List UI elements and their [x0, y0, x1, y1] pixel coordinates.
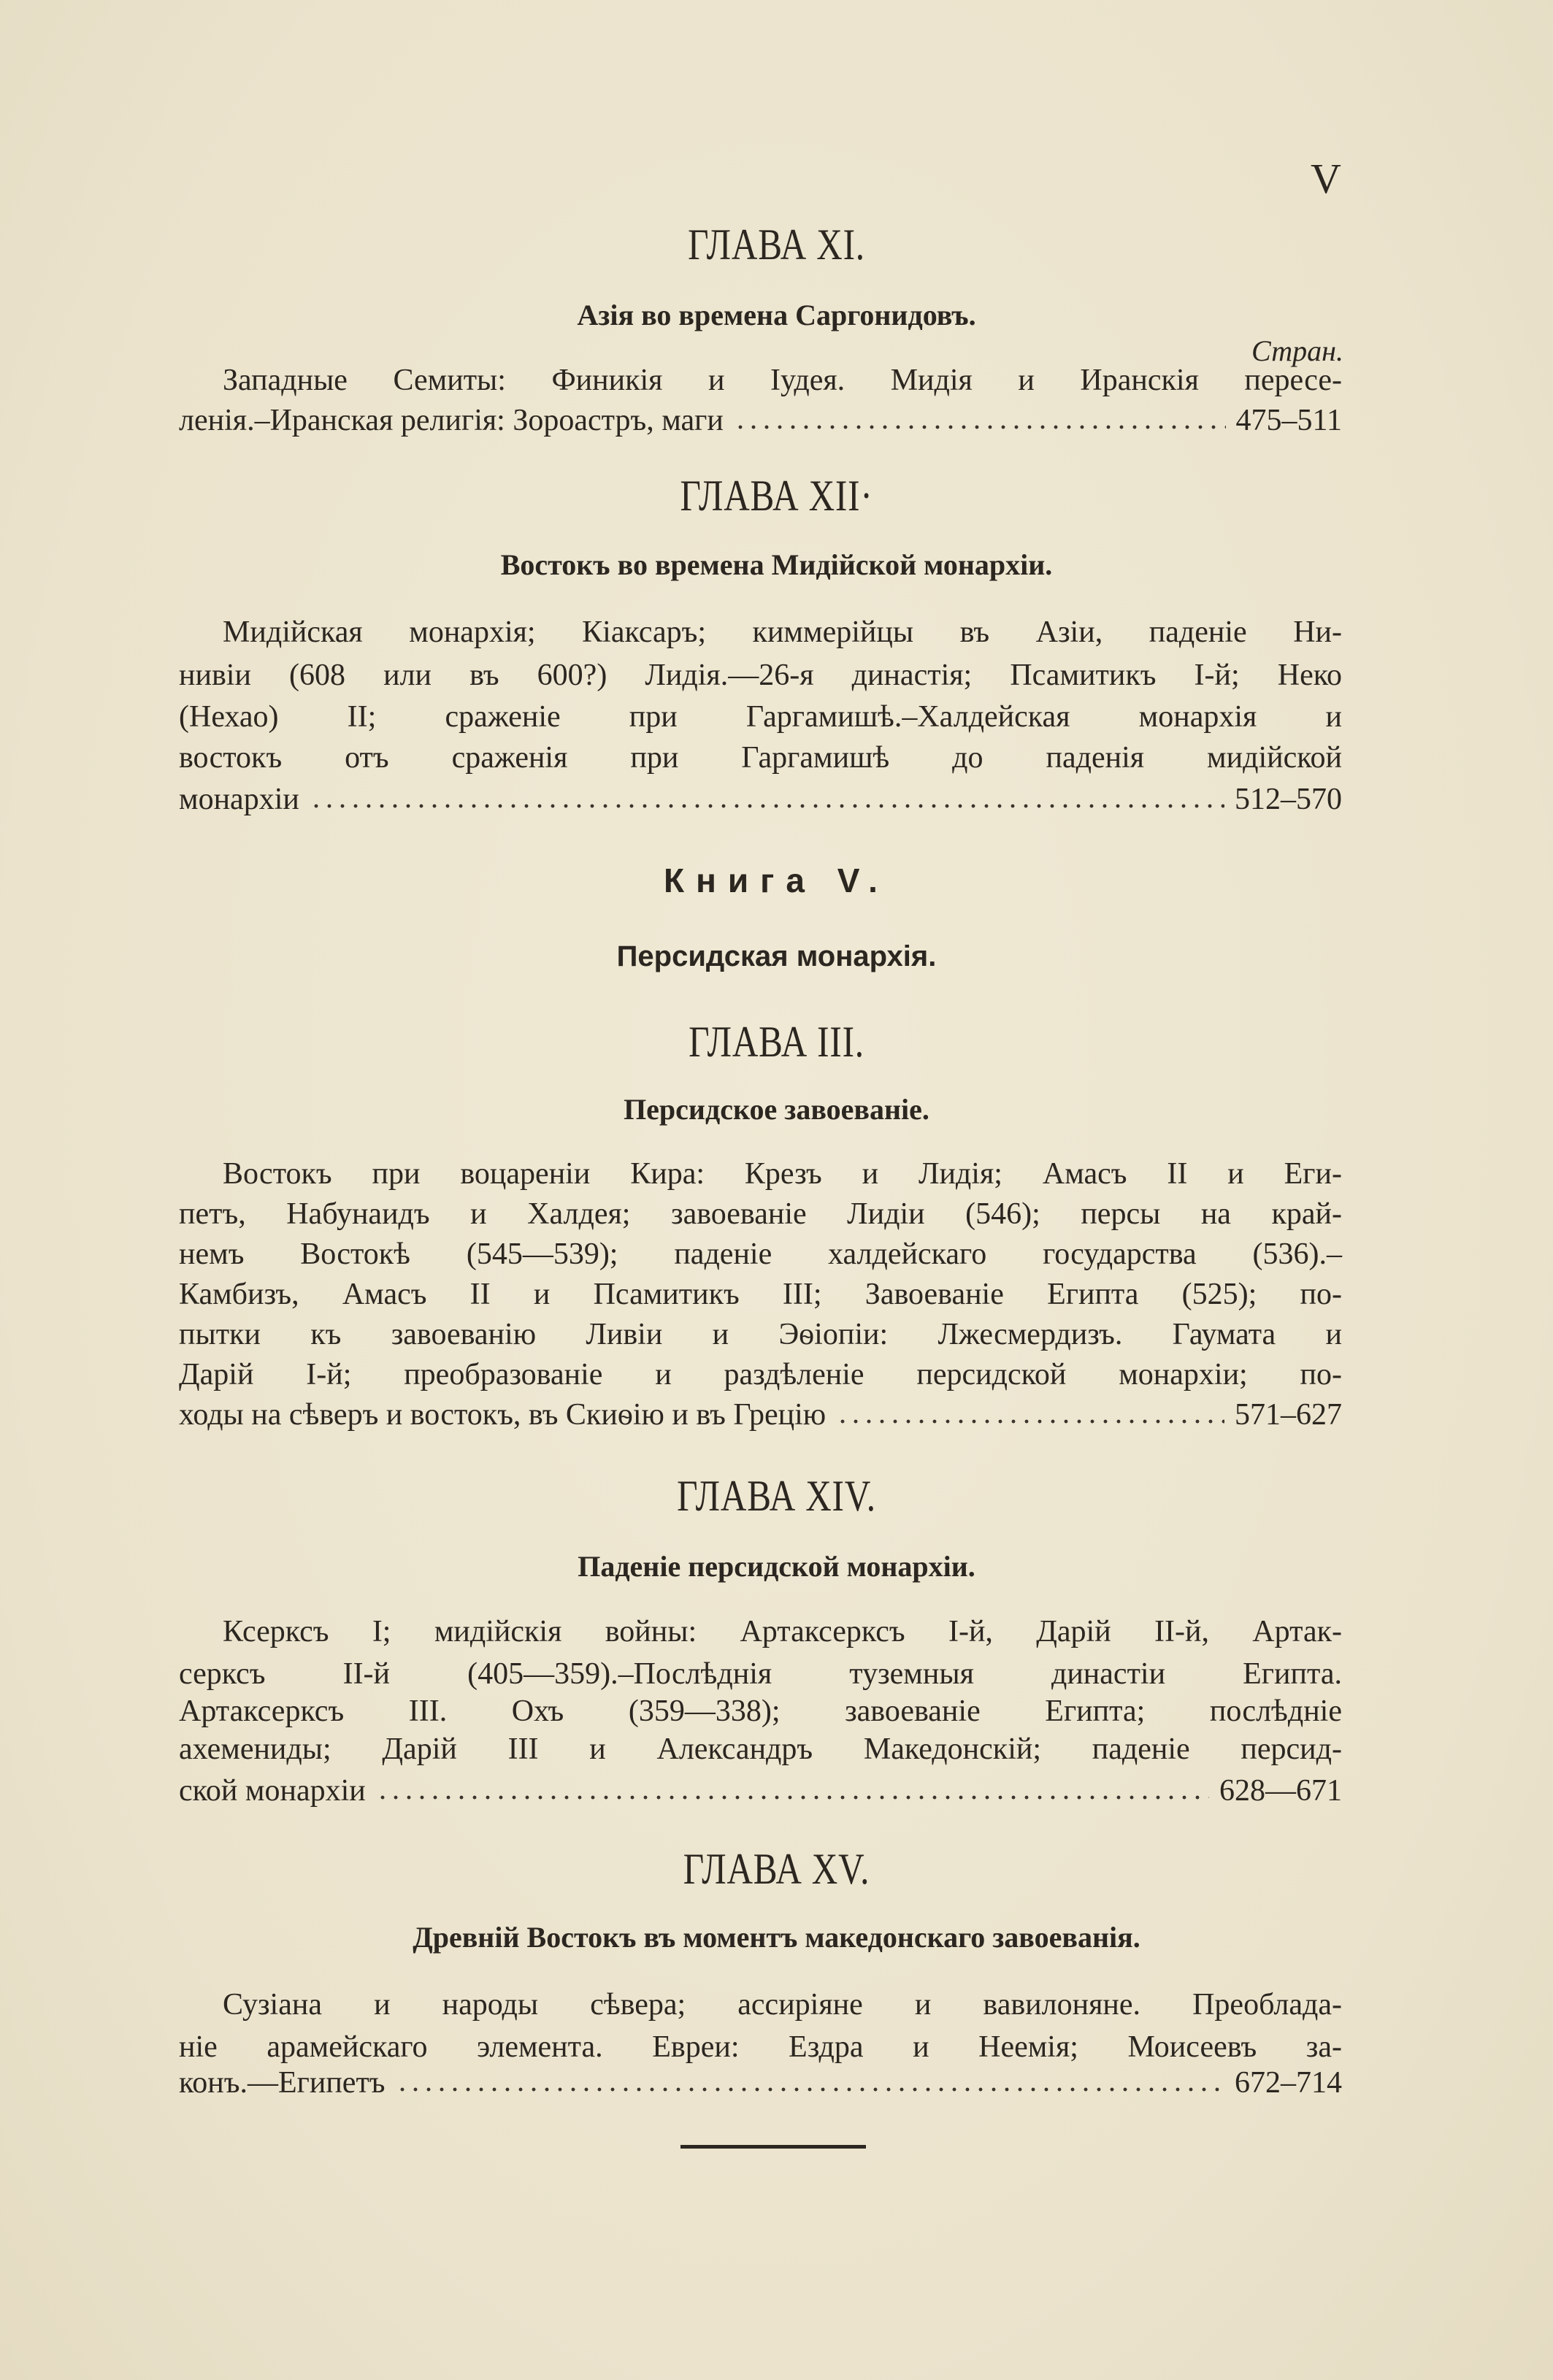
toc-entry-last-line — [179, 779, 1342, 820]
toc-text-line: ахемениды; Дарій III и Александръ Македонскій; паденіе персид- — [179, 1732, 1342, 1766]
chapter-subtitle: Древній Востокъ въ моментъ македонскаго завоеванія. — [413, 1921, 1140, 1954]
page-number: V — [1311, 155, 1341, 202]
book-subtitle: Персидская монархія. — [616, 940, 937, 972]
chapter-heading: ГЛАВА III. — [689, 1018, 864, 1066]
toc-text-line: серксъ II-й (405—359).–Послѣднія туземныя династіи Египта. — [179, 1657, 1342, 1691]
chapter-subtitle: Востокъ во времена Мидійской монархіи. — [500, 548, 1053, 581]
chapter-subtitle: Азія во времена Саргонидовъ. — [577, 299, 976, 331]
toc-text-line: конъ.—Египетъ — [179, 2066, 386, 2100]
pages-column-label: Стран. — [1251, 334, 1343, 367]
chapter-subtitle: Персидское завоеваніе. — [624, 1093, 929, 1126]
toc-text-line: ходы на сѣверъ и востокъ, въ Скиѳію и въ Грецію — [179, 1398, 827, 1432]
chapter-heading: ГЛАВА XV. — [683, 1845, 870, 1893]
toc-entry-last-line — [179, 400, 1342, 441]
book-title: Книга V. — [664, 861, 889, 899]
dot-leader — [310, 802, 1224, 810]
toc-text-line: ніе арамейскаго элемента. Евреи: Ездра и Неемія; Моисеевъ за- — [179, 2030, 1342, 2064]
dot-leader — [734, 423, 1226, 431]
toc-text-line: нивіи (608 или въ 600?) Лидія.––26-я династія; Псамитикъ I-й; Неко — [179, 659, 1342, 692]
toc-text-line: Артаксерксъ III. Охъ (359—338); завоеваніе Египта; послѣдніе — [179, 1694, 1342, 1728]
toc-text-line: Ксерксъ I; мидійскія войны: Артаксерксъ I-й, Дарій II-й, Артак- — [223, 1615, 1342, 1648]
page-range: 672–714 — [1235, 2066, 1342, 2100]
page-range: 571–627 — [1235, 1398, 1342, 1432]
end-rule — [680, 2145, 866, 2149]
toc-text-line: ленія.–Иранская религія: Зороастръ, маги — [179, 404, 724, 437]
page-range: 628—671 — [1219, 1774, 1342, 1808]
page-range: 512–570 — [1235, 783, 1342, 816]
toc-entry-last-line — [179, 1394, 1342, 1435]
toc-entry-last-line — [179, 2062, 1342, 2103]
toc-text-line: Дарій I-й; преобразованіе и раздѣленіе персидской монархіи; по- — [179, 1358, 1342, 1391]
toc-text-line: петъ, Набунаидъ и Халдея; завоеваніе Лидіи (546); персы на край- — [179, 1197, 1342, 1231]
toc-text-line: Камбизъ, Амасъ II и Псамитикъ III; Завоеваніе Египта (525); по- — [179, 1278, 1342, 1311]
toc-text-line: пытки къ завоеванію Ливіи и Эѳіопіи: Лжесмердизъ. Гаумата и — [179, 1318, 1342, 1351]
toc-text-line: монархіи — [179, 783, 299, 816]
toc-text-line: Мидійская монархія; Кіаксаръ; киммерійцы въ Азіи, паденіе Ни- — [223, 615, 1342, 649]
dot-leader — [836, 1418, 1224, 1425]
toc-text-line: Сузіана и народы сѣвера; ассиріяне и вавилоняне. Преоблада- — [223, 1988, 1342, 2022]
chapter-subtitle: Паденіе персидской монархіи. — [578, 1550, 975, 1583]
toc-entry-last-line — [179, 1770, 1342, 1811]
toc-text-line: востокъ отъ сраженія при Гаргамишѣ до паденія мидійской — [179, 741, 1342, 775]
dot-leader — [396, 2086, 1224, 2093]
toc-text-line: Западные Семиты: Финикія и Іудея. Мидія и Иранскія пересе- — [223, 364, 1342, 397]
chapter-heading: ГЛАВА XIV. — [677, 1472, 876, 1520]
page-range: 475–511 — [1235, 404, 1342, 437]
dot-leader — [376, 1794, 1209, 1801]
chapter-heading: ГЛАВА XI. — [688, 220, 865, 269]
toc-text-line: ской монархіи — [179, 1774, 366, 1808]
toc-text-line: (Нехао) II; сраженіе при Гаргамишѣ.–Халдейская монархія и — [179, 700, 1342, 734]
toc-text-line: немъ Востокѣ (545—539); паденіе халдейскаго государства (536).– — [179, 1237, 1342, 1271]
chapter-heading: ГЛАВА XII· — [680, 472, 873, 520]
toc-text-line: Востокъ при воцареніи Кира: Крезъ и Лидія; Амасъ II и Еги- — [223, 1157, 1342, 1191]
